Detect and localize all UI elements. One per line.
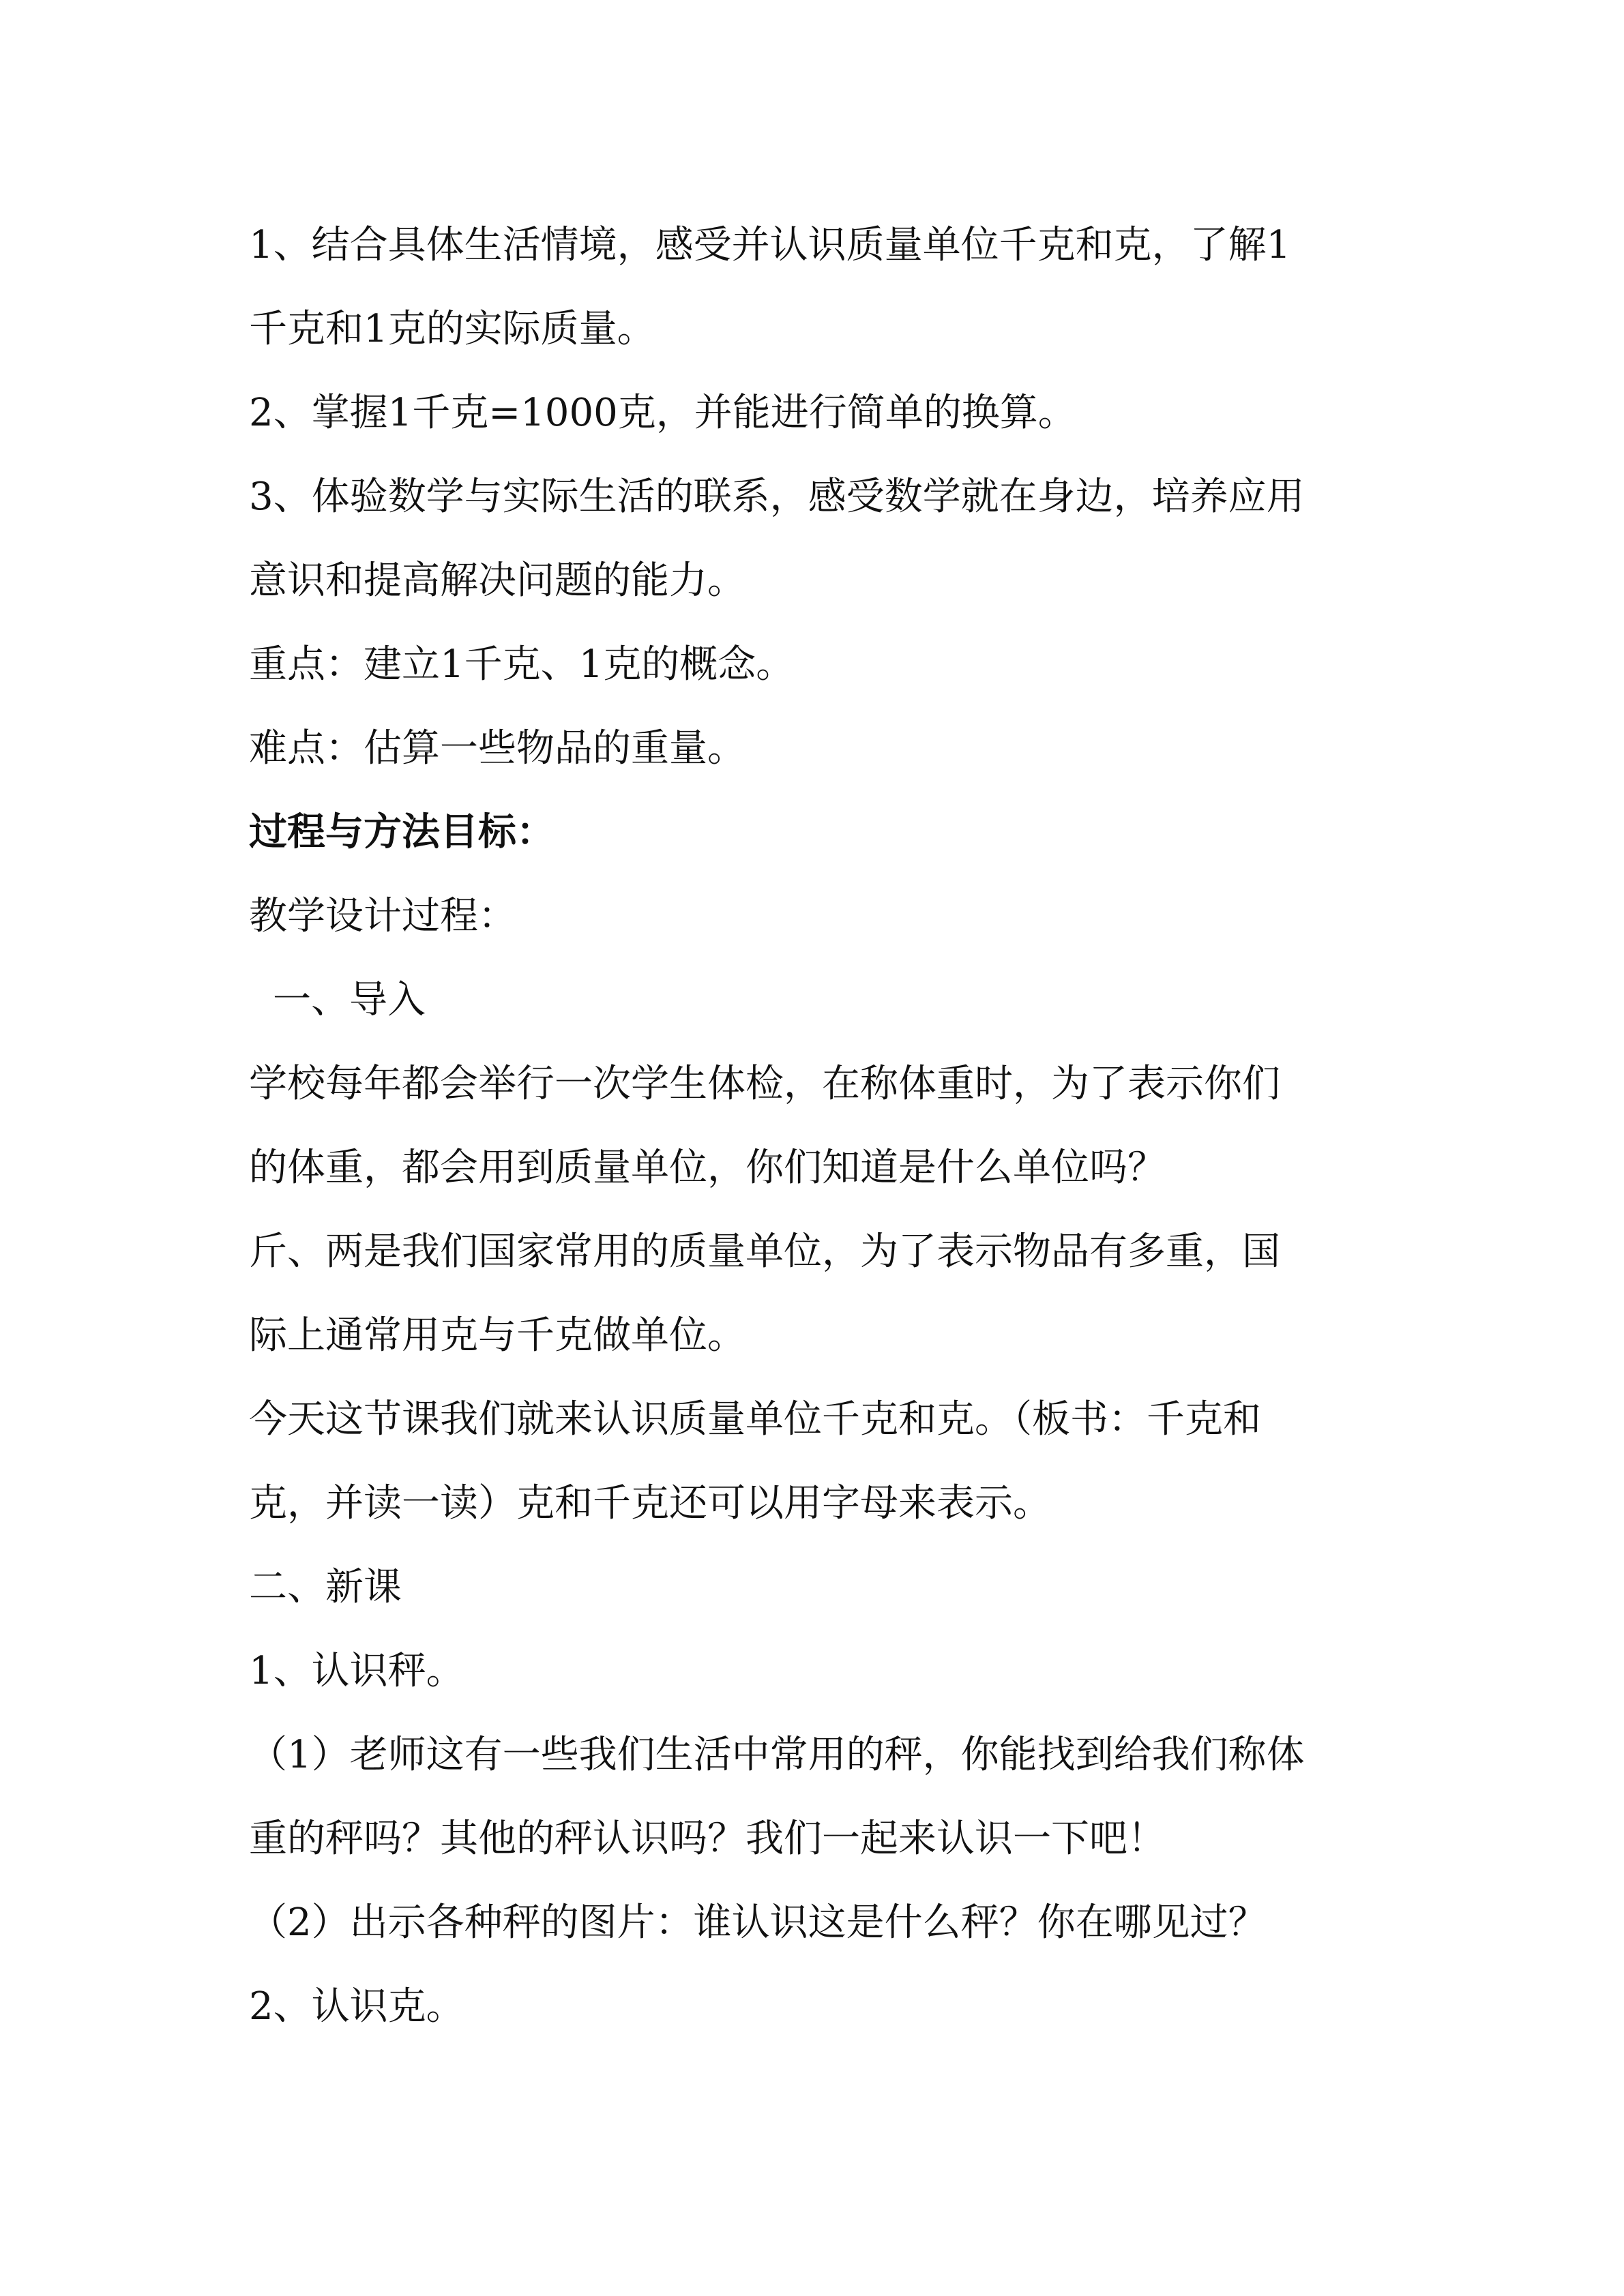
objective-1-line-1: 1、结合具体生活情境，感受并认识质量单位千克和克，了解1 xyxy=(249,223,1291,267)
objective-3-line-1: 3、体验数学与实际生活的联系，感受数学就在身边，培养应用 xyxy=(249,475,1305,519)
intro-paragraph-2-line-1: 斤、两是我们国家常用的质量单位，为了表示物品有多重，国 xyxy=(249,1229,1280,1274)
teaching-design-process: 教学设计过程： xyxy=(249,894,516,938)
step-1-item-1-line-1: （1）老师这有一些我们生活中常用的秤，你能找到给我们称体 xyxy=(249,1733,1305,1777)
intro-paragraph-3-line-2: 克，并读一读）克和千克还可以用字母来表示。 xyxy=(249,1481,1051,1525)
section-introduction: 一、导入 xyxy=(273,978,426,1022)
intro-paragraph-1-line-2: 的体重，都会用到质量单位，你们知道是什么单位吗？ xyxy=(249,1146,1166,1190)
step-1-item-1-line-2: 重的秤吗？其他的秤认识吗？我们一起来认识一下吧！ xyxy=(249,1817,1166,1861)
intro-paragraph-2-line-2: 际上通常用克与千克做单位。 xyxy=(249,1313,745,1358)
objective-3-line-2: 意识和提高解决问题的能力。 xyxy=(249,558,745,603)
intro-paragraph-3-line-1: 今天这节课我们就来认识质量单位千克和克。（板书：千克和 xyxy=(249,1397,1261,1442)
section-new-lesson: 二、新课 xyxy=(249,1565,402,1609)
step-1-item-2: （2）出示各种秤的图片：谁认识这是什么秤？你在哪见过？ xyxy=(249,1900,1267,1945)
step-recognize-scales: 1、认识秤。 xyxy=(249,1649,464,1693)
objective-1-line-2: 千克和1克的实际质量。 xyxy=(249,307,655,351)
difficult-point: 难点：估算一些物品的重量。 xyxy=(249,726,745,771)
section-heading-process-methods: 过程与方法目标： xyxy=(249,810,555,854)
step-recognize-gram: 2、认识克。 xyxy=(249,1984,464,2029)
intro-paragraph-1-line-1: 学校每年都会举行一次学生体检，在称体重时，为了表示你们 xyxy=(249,1062,1280,1106)
key-point: 重点：建立1千克、1克的概念。 xyxy=(249,642,795,687)
objective-2: 2、掌握1千克=1000克，并能进行简单的换算。 xyxy=(249,391,1076,435)
